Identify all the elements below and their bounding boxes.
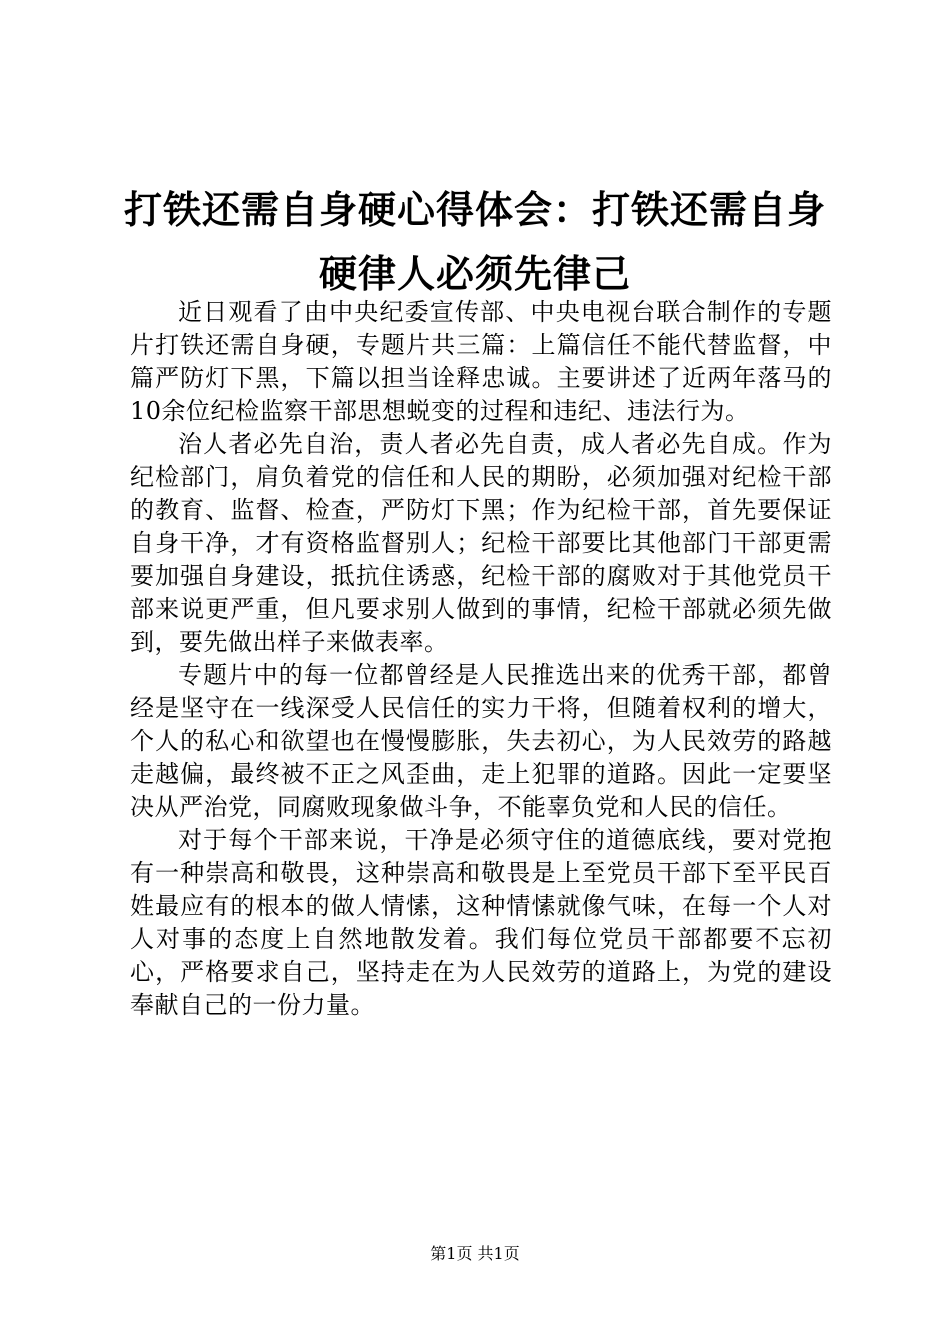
document-title: 打铁还需自身硬心得体会：打铁还需自身硬律人必须先律己 [123, 187, 826, 296]
page-footer: 第1页 共1页 [430, 1244, 520, 1263]
paragraph-1: 近日观看了由中央纪委宣传部、中央电视台联合制作的专题片打铁还需自身硬，专题片共三篇：上篇信任不能代替监督，中篇严防灯下黑，下篇以担当诠释忠诚。主要讲述了近两年落马的10余位纪检监察干部思想蜕变的过程和违纪、违法行为。 [130, 298, 832, 425]
paragraph-3: 专题片中的每一位都曾经是人民推选出来的优秀干部，都曾经是坚守在一线深受人民信任的实力干将，但随着权利的增大，个人的私心和欲望也在慢慢膨胀，失去初心，为人民效劳的路越走越偏，最终被不正之风歪曲，走上犯罪的道路。因此一定要坚决从严治党，同腐败现象做斗争，不能辜负党和人民的信任。 [130, 661, 832, 821]
document-body [130, 296, 832, 1022]
paragraph-4: 对于每个干部来说，干净是必须守住的道德底线，要对党抱有一种崇高和敬畏，这种崇高和敬畏是上至党员干部下至平民百姓最应有的根本的做人情愫，这种情愫就像气味，在每一个人对人对事的态度上自然地散发着。我们每位党员干部都要不忘初心，严格要求自己，坚持走在为人民效劳的道路上，为党的建设奉献自己的一份力量。 [130, 826, 832, 1019]
paragraph-2: 治人者必先自治，责人者必先自责，成人者必先自成。作为纪检部门，肩负着党的信任和人民的期盼，必须加强对纪检干部的教育、监督、检查，严防灯下黑；作为纪检干部，首先要保证自身干净，才有资格监督别人；纪检干部要比其他部门干部更需要加强自身建设，抵抗住诱惑，纪检干部的腐败对于其他党员干部来说更严重，但凡要求别人做到的事情，纪检干部就必须先做到，要先做出样子来做表率。 [130, 430, 832, 656]
